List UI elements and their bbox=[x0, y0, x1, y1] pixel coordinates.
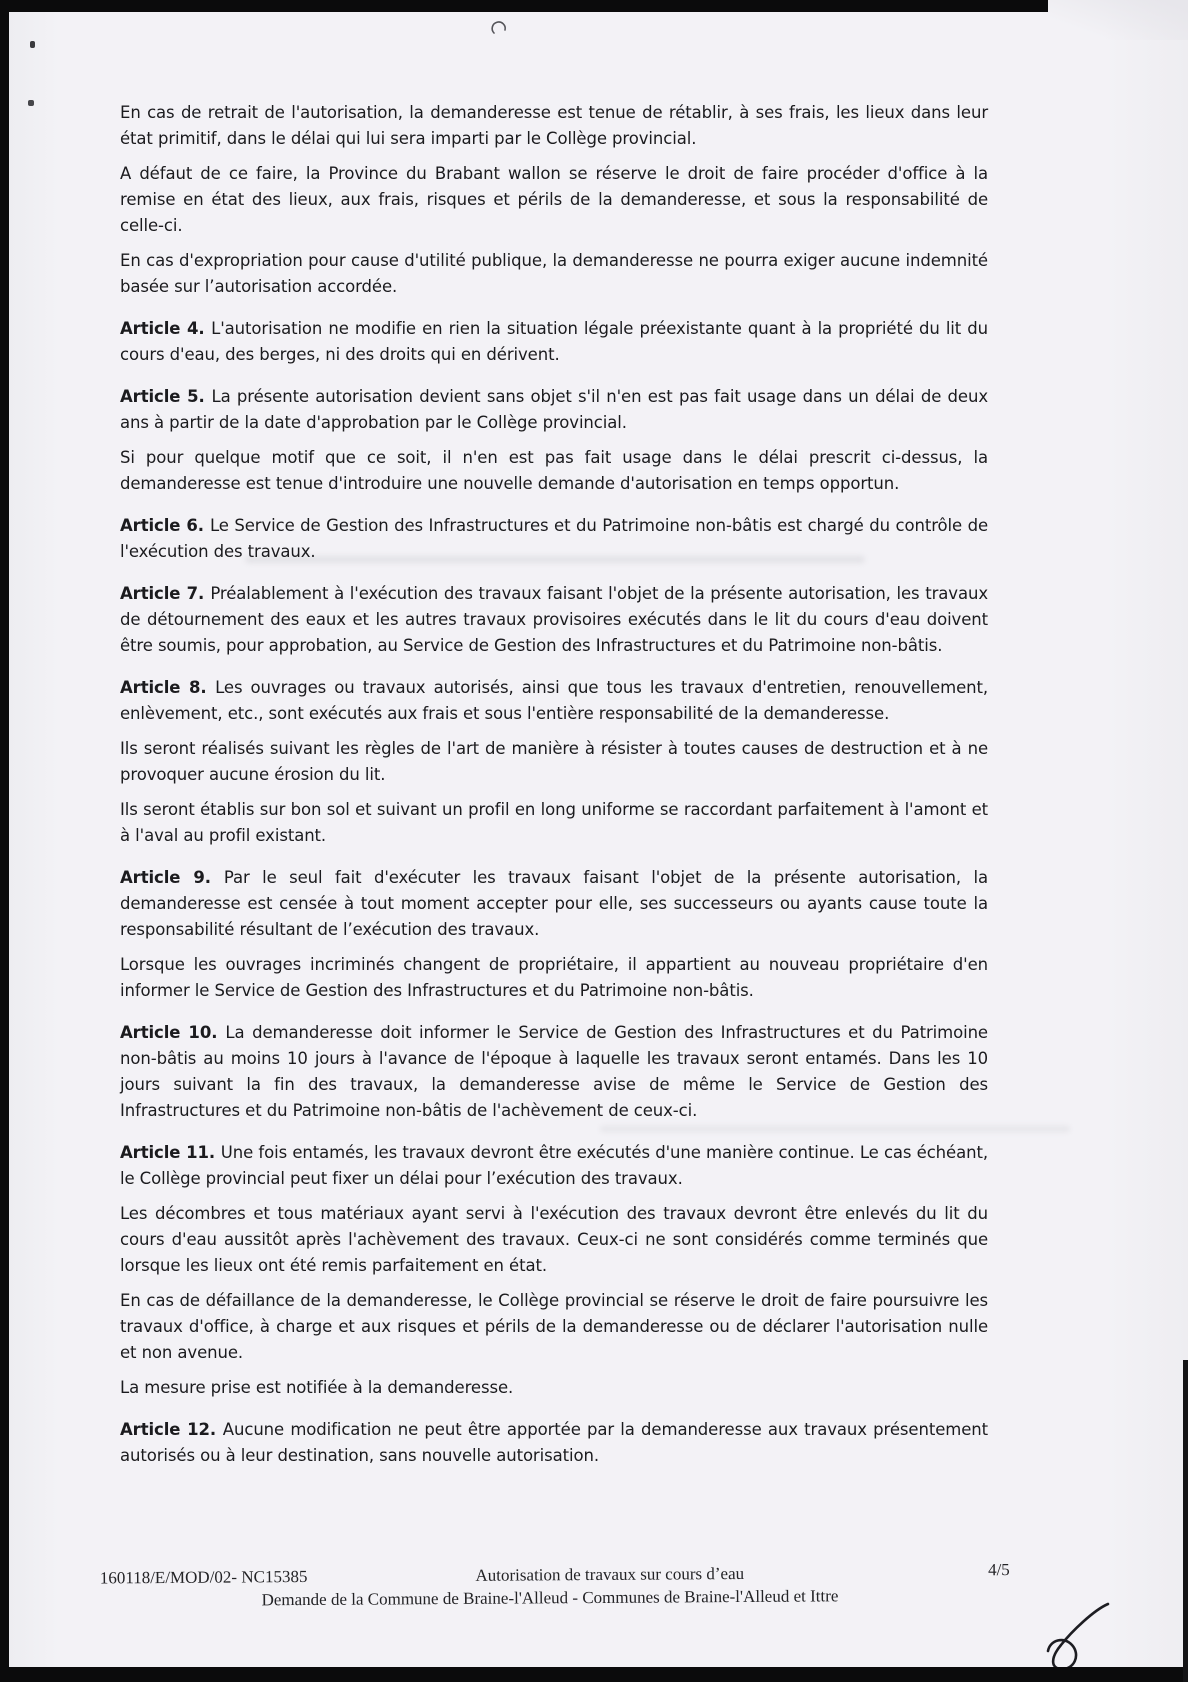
article-10-paragraph bbox=[120, 1020, 988, 1124]
paragraph-text: Les décombres et tous matériaux ayant servi à l'exécution des travaux devront être enlevés du lit du cours d'eau aussitôt après l'achèvement des travaux. Ceux-ci ne sont considérés comme terminés que lorsque les lieux ont été remis parfaitement en état. bbox=[120, 1204, 988, 1275]
article-8-paragraph bbox=[120, 675, 988, 727]
scan-corner-shadow bbox=[1042, 0, 1188, 40]
article-label: Article 11. bbox=[120, 1143, 221, 1162]
paragraph-text: L'autorisation ne modifie en rien la situation légale préexistante quant à la propriété du lit du cours d'eau, des berges, ni des droits qui en dérivent. bbox=[120, 319, 988, 364]
paragraph-text: Le Service de Gestion des Infrastructures et du Patrimoine non-bâtis est chargé du contrôle de l'exécution des travaux. bbox=[120, 516, 989, 561]
article-label: Article 10. bbox=[120, 1023, 226, 1042]
footer-subtitle: Demande de la Commune de Braine-l'Alleud - Communes de Braine-l'Alleud et Ittre bbox=[261, 1586, 839, 1610]
paragraph bbox=[120, 952, 988, 1004]
paragraph-text: Par le seul fait d'exécuter les travaux faisant l'objet de la présente autorisation, la demanderesse est censée à tout moment accepter pour elle, ses successeurs ou ayants cause toute la responsabilité résultant de l’exécution des travaux. bbox=[120, 868, 988, 939]
article-12-paragraph bbox=[120, 1417, 988, 1469]
staple-mark bbox=[30, 41, 35, 48]
paragraph-text: Si pour quelque motif que ce soit, il n'en est pas fait usage dans le délai prescrit ci-dessus, la demanderesse est tenue d'introduire une nouvelle demande d'autorisation en temps opportun. bbox=[120, 448, 988, 493]
scan-border-bottom bbox=[0, 1667, 1188, 1682]
paragraph bbox=[120, 1375, 988, 1401]
handwritten-initials bbox=[1036, 1598, 1116, 1670]
article-label: Article 12. bbox=[120, 1420, 223, 1439]
article-label: Article 8. bbox=[120, 678, 216, 697]
paragraph-text: A défaut de ce faire, la Province du Brabant wallon se réserve le droit de faire procéder d'office à la remise en état des lieux, aux frais, risques et périls de la demanderesse, et sous la responsabilité de celle-ci. bbox=[120, 164, 988, 235]
scan-border-left bbox=[0, 0, 9, 1682]
paragraph-text: Lorsque les ouvrages incriminés changent de propriétaire, il appartient au nouveau propriétaire d'en informer le Service de Gestion des Infrastructures et du Patrimoine non-bâtis. bbox=[120, 955, 988, 1000]
paragraph bbox=[120, 248, 988, 300]
paragraph-text: Ils seront établis sur bon sol et suivant un profil en long uniforme se raccordant parfaitement à l'amont et à l'aval au profil existant. bbox=[120, 800, 988, 845]
paragraph-text: La demanderesse doit informer le Service de Gestion des Infrastructures et du Patrimoine non-bâtis au moins 10 jours à l'avance de l'époque à laquelle les travaux seront entamés. Dans les 10 jours suivant la fin des travaux, la demanderesse avise de même le Service de Gestion des Infrastructures et du Patrimoine non-bâtis de l'achèvement de ceux-ci. bbox=[120, 1023, 988, 1120]
paragraph-text: La mesure prise est notifiée à la demanderesse. bbox=[120, 1378, 514, 1397]
page-footer bbox=[0, 1560, 1188, 1648]
article-6-paragraph bbox=[120, 513, 988, 565]
paragraph bbox=[120, 161, 988, 239]
paragraph-text: Une fois entamés, les travaux devront être exécutés d'une manière continue. Le cas échéant, le Collège provincial peut fixer un délai pour l’exécution des travaux. bbox=[120, 1143, 988, 1188]
article-label: Article 6. bbox=[120, 516, 210, 535]
paragraph bbox=[120, 100, 988, 152]
article-9-paragraph bbox=[120, 865, 988, 943]
document-reference: 160118/E/MOD/02- NC15385 bbox=[99, 1567, 308, 1588]
paragraph-text: Préalablement à l'exécution des travaux faisant l'objet de la présente autorisation, les travaux de détournement des eaux et les autres travaux provisoires exécutés dans le lit du cours d'eau doivent être soumis, pour approbation, au Service de Gestion des Infrastructures et du Patrimoine non-bâtis. bbox=[120, 584, 988, 655]
paragraph bbox=[120, 1201, 988, 1279]
paragraph bbox=[120, 797, 988, 849]
page-number: 4/5 bbox=[987, 1560, 1010, 1580]
paragraph-text: Ils seront réalisés suivant les règles de l'art de manière à résister à toutes causes de destruction et à ne provoquer aucune érosion du lit. bbox=[120, 739, 988, 784]
pen-crescent-mark-icon bbox=[490, 20, 510, 36]
paragraph-text: Les ouvrages ou travaux autorisés, ainsi que tous les travaux d'entretien, renouvellement, enlèvement, etc., sont exécutés aux frais et sous l'entière responsabilité de la demanderesse. bbox=[120, 678, 988, 723]
paragraph bbox=[120, 736, 988, 788]
article-label: Article 9. bbox=[120, 868, 224, 887]
paragraph-text: Aucune modification ne peut être apportée par la demanderesse aux travaux présentement autorisés ou à leur destination, sans nouvelle autorisation. bbox=[120, 1420, 988, 1465]
paragraph-text: En cas de retrait de l'autorisation, la demanderesse est tenue de rétablir, à ses frais, les lieux dans leur état primitif, dans le délai qui lui sera imparti par le Collège provincial. bbox=[120, 103, 988, 148]
scan-border-right bbox=[1183, 1360, 1188, 1682]
paragraph bbox=[120, 445, 988, 497]
footer-title: Autorisation de travaux sur cours d’eau bbox=[475, 1563, 745, 1585]
article-label: Article 4. bbox=[120, 319, 212, 338]
paragraph-text: La présente autorisation devient sans objet s'il n'en est pas fait usage dans un délai de deux ans à partir de la date d'approbation par le Collège provincial. bbox=[120, 387, 988, 432]
paragraph-text: En cas de défaillance de la demanderesse, le Collège provincial se réserve le droit de faire poursuivre les travaux d'office, à charge et aux risques et périls de la demanderesse ou de déclarer l'autorisation nulle et non avenue. bbox=[120, 1291, 988, 1362]
paragraph-text: En cas d'expropriation pour cause d'utilité publique, la demanderesse ne pourra exiger aucune indemnité basée sur l’autorisation accordée. bbox=[120, 251, 988, 296]
article-label: Article 5. bbox=[120, 387, 212, 406]
scan-border-top bbox=[0, 0, 1048, 12]
article-11-paragraph bbox=[120, 1140, 988, 1192]
article-7-paragraph bbox=[120, 581, 988, 659]
article-5-paragraph bbox=[120, 384, 988, 436]
staple-mark bbox=[28, 100, 34, 106]
paragraph bbox=[120, 1288, 988, 1366]
article-label: Article 7. bbox=[120, 584, 211, 603]
article-4-paragraph bbox=[120, 316, 988, 368]
document-body bbox=[120, 100, 988, 1478]
